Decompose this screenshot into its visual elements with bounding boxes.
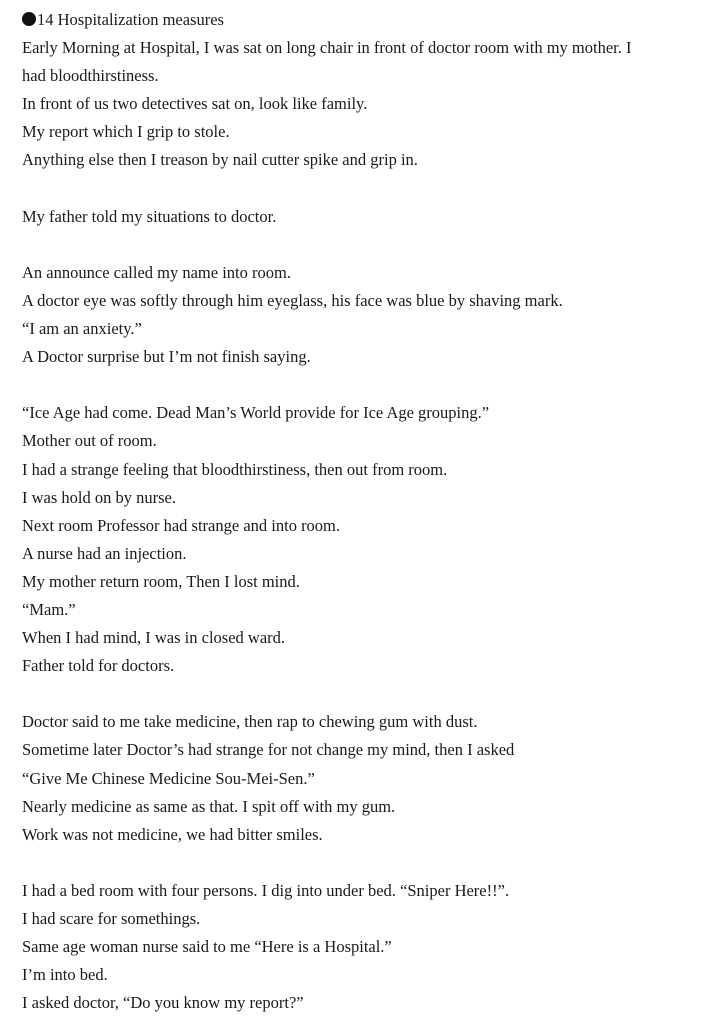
text-line: Nearly medicine as same as that. I spit off with my gum.	[22, 796, 396, 816]
section-title-text: 14 Hospitalization measures	[37, 10, 224, 29]
text-line: Next room Professor had strange and into room.	[22, 515, 341, 535]
text-line: Work was not medicine, we had bitter smiles.	[22, 824, 323, 844]
paragraph	[22, 34, 705, 174]
paragraph	[22, 203, 705, 231]
document-body	[22, 6, 705, 1017]
section-title	[22, 6, 705, 34]
paragraph	[22, 877, 705, 1017]
text-line: Anything else then I treason by nail cutter spike and grip in.	[22, 150, 418, 170]
text-line: A doctor eye was softly through him eyeglass, his face was blue by shaving mark.	[22, 290, 563, 310]
text-line: “Mam.”	[22, 599, 76, 619]
text-line: had bloodthirstiness.	[22, 66, 159, 86]
text-line: Doctor said to me take medicine, then rap to chewing gum with dust.	[22, 712, 478, 732]
paragraph-gap	[22, 175, 705, 203]
text-line: “Ice Age had come. Dead Man’s World provide for Ice Age grouping.”	[22, 403, 490, 423]
text-line: My report which I grip to stole.	[22, 122, 230, 142]
text-line: A Doctor surprise but I’m not finish saying.	[22, 347, 311, 367]
text-line: I asked doctor, “Do you know my report?”	[22, 993, 304, 1013]
text-line: A nurse had an injection.	[22, 543, 187, 563]
text-line: Sometime later Doctor’s had strange for not change my mind, then I asked	[22, 740, 515, 760]
bullet-icon	[22, 12, 36, 26]
text-line: An announce called my name into room.	[22, 262, 291, 282]
paragraph-gap	[22, 680, 705, 708]
text-line: I had a bed room with four persons. I dig into under bed. “Sniper Here!!”.	[22, 880, 510, 900]
paragraph	[22, 708, 705, 848]
paragraph	[22, 399, 705, 680]
paragraph-gap	[22, 231, 705, 259]
text-line: Father told for doctors.	[22, 656, 175, 676]
text-line: Early Morning at Hospital, I was sat on long chair in front of doctor room with my mother. I	[22, 38, 632, 58]
text-line: I had a strange feeling that bloodthirstiness, then out from room.	[22, 459, 448, 479]
paragraph-gap	[22, 371, 705, 399]
text-line: I was hold on by nurse.	[22, 487, 176, 507]
text-line: “Give Me Chinese Medicine Sou-Mei-Sen.”	[22, 768, 315, 788]
text-line: My father told my situations to doctor.	[22, 206, 277, 226]
text-line: Mother out of room.	[22, 431, 157, 451]
text-line: In front of us two detectives sat on, look like family.	[22, 94, 368, 114]
text-line: I’m into bed.	[22, 965, 108, 985]
paragraph	[22, 259, 705, 371]
text-line: I had scare for somethings.	[22, 909, 201, 928]
text-line: My mother return room, Then I lost mind.	[22, 571, 300, 591]
text-line: Same age woman nurse said to me “Here is a Hospital.”	[22, 937, 392, 957]
text-line: When I had mind, I was in closed ward.	[22, 628, 286, 648]
text-line: “I am an anxiety.”	[22, 319, 142, 339]
paragraph-gap	[22, 849, 705, 877]
